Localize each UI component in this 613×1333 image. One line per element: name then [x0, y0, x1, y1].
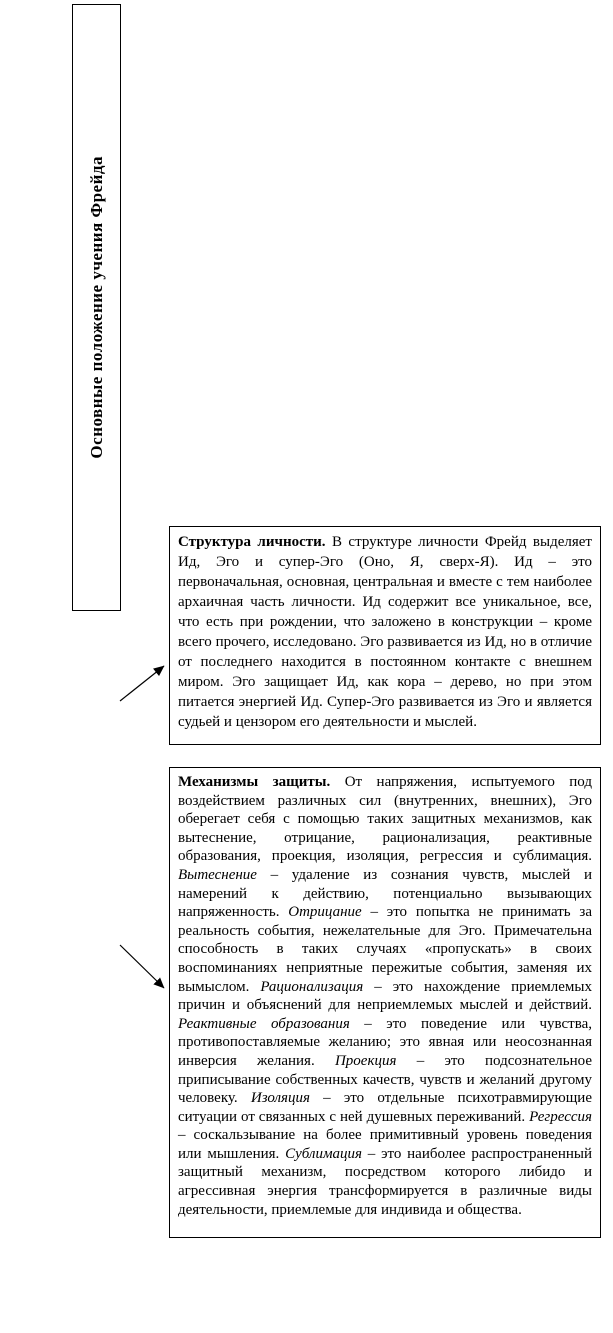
arrow-to-defense-mechanisms — [120, 945, 164, 988]
defense-mechanisms-text: Механизмы защиты. От напряжения, испытуемого под воздействием различных сил (внутренних, внешних), Эго оберегает себя с помощью таких защитных механизмов, как вытеснение, отрицание, рационализация, реактивные образования, проекция, изоляция, регрессия и сублимация. Вытеснение – удаление из сознания чувств, мыслей и намерений к действию, потенциально вызывающих напряженность. Отрицание – это попытка не принимать за реальность события, нежелательные для Эго. Примечательна способность в таких случаях «пропускать» в своих воспоминаниях неприятные пережитые события, заменяя их вымыслом. Рационализация – это нахождение приемлемых причин и объяснений для неприемлемых мыслей и действий. Реактивные образования – это поведение или чувства, противопоставляемые желанию; это явная или неосознанная инверсия желания. Проекция – это подсознательное приписывание собственных качеств, чувств и желаний другому человеку. Изоляция – это отдельные психотравмирующие ситуации от связанных с ней душевных переживаний. Регрессия – соскальзывание на более примитивный уровень поведения или мышления. Сублимация – это наиболее распространенный защитный механизм, посредством которого либидо и агрессивная энергия трансформируется в различные виды деятельности, приемлемые для индивида и общества. — [178, 774, 593, 1218]
arrow-to-personality-structure — [120, 666, 164, 701]
defense-mechanisms-box — [169, 767, 601, 1238]
freud-theory-title: Основные положение учения Фрейда — [86, 156, 106, 459]
personality-structure-box — [169, 526, 601, 745]
personality-structure-text: Структура личности. В структуре личности Фрейд выделяет Ид, Эго и супер-Эго (Оно, Я, сверх-Я). Ид – это первоначальная, основная, центральная и вместе с тем наиболее архаичная часть личности. Ид содержит все уникальное, все, что есть при рождении, что заложено в конструкции – кроме всего прочего, исследовано. Эго развивается из Ид, но в отличие от последнего находится в постоянном контакте с внешнем миром. Эго защищает Ид, как кора – дерево, но при этом питается энергией Ид. Супер-Эго развивается из Эго и является судьей и цензором его деятельности и мыслей. — [178, 534, 592, 730]
freud-theory-title-box — [72, 4, 121, 611]
